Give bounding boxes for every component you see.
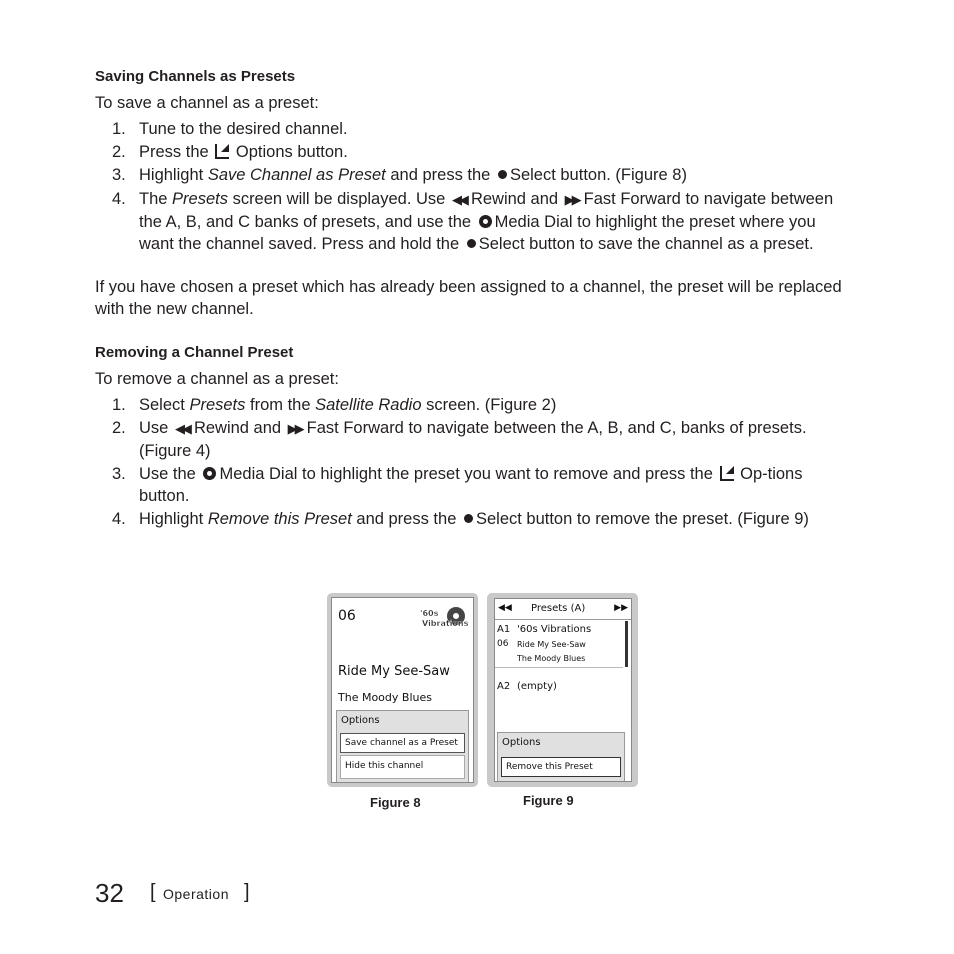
removing-intro: To remove a channel as a preset: [95,370,339,388]
rewind-icon: ◀◀ [498,603,512,613]
options-title: Options [502,737,541,748]
options-icon [720,466,734,481]
figure8-caption: Figure 8 [370,795,421,810]
options-title: Options [341,715,380,726]
section-heading-removing: Removing a Channel Preset [95,344,294,361]
select-dot-icon [467,239,476,248]
section-heading-saving: Saving Channels as Presets [95,68,296,85]
options-menu [497,732,625,782]
preset-a2[interactable]: A2 (empty) [497,681,557,692]
footer-open-bracket: [ [150,881,156,903]
select-dot-icon [498,170,507,179]
fast-forward-icon: ▶▶ [564,192,579,207]
figure8-device [327,593,478,787]
options-icon [215,144,229,159]
rewind-icon: ◀◀ [451,192,466,207]
menu-item-save-preset[interactable]: Save channel as a Preset [340,733,465,753]
saving-intro: To save a channel as a preset: [95,94,319,112]
scrollbar[interactable] [625,621,628,667]
svg-text:Vibrations: Vibrations [422,619,468,628]
media-dial-icon [479,215,492,228]
fast-forward-icon: ▶▶ [287,421,302,436]
saving-note: If you have chosen a preset which has already been assigned to a channel, the preset will be replaced with the new channel. [95,278,842,318]
fast-forward-icon: ▶▶ [614,603,628,613]
footer-section: Operation [163,886,229,902]
figure8-screen [331,597,474,783]
saving-step-4: 4. The Presets screen will be displayed. Use ◀◀ Rewind and ▶▶ Fast Forward to navigate between the A, B, and C banks of presets, and use the Media Dial to highlight the preset where you want the channel saved. Press and hold the Select button to save the channel as a preset. [112,190,834,253]
artist-name: The Moody Blues [338,691,432,704]
presets-title: Presets (A) [531,603,586,614]
media-dial-icon [203,467,216,480]
preset-a1[interactable]: A1 '60s Vibrations 06 Ride My See-Saw The Moody Blues [495,621,623,668]
options-menu [336,710,469,783]
station-logo [418,604,468,630]
figure9-device [487,593,638,787]
menu-item-hide-channel[interactable]: Hide this channel [340,755,465,779]
figure9-screen [494,598,632,782]
figure9-caption: Figure 9 [523,793,574,808]
footer-close-bracket: ] [244,881,250,903]
presets-header [495,599,631,620]
svg-text:'60s: '60s [420,609,439,618]
song-title: Ride My See-Saw [338,664,450,679]
page-number: 32 [95,878,124,908]
channel-number: 06 [338,608,356,624]
select-dot-icon [464,514,473,523]
rewind-icon: ◀◀ [174,421,189,436]
menu-item-remove-preset[interactable]: Remove this Preset [501,757,621,777]
